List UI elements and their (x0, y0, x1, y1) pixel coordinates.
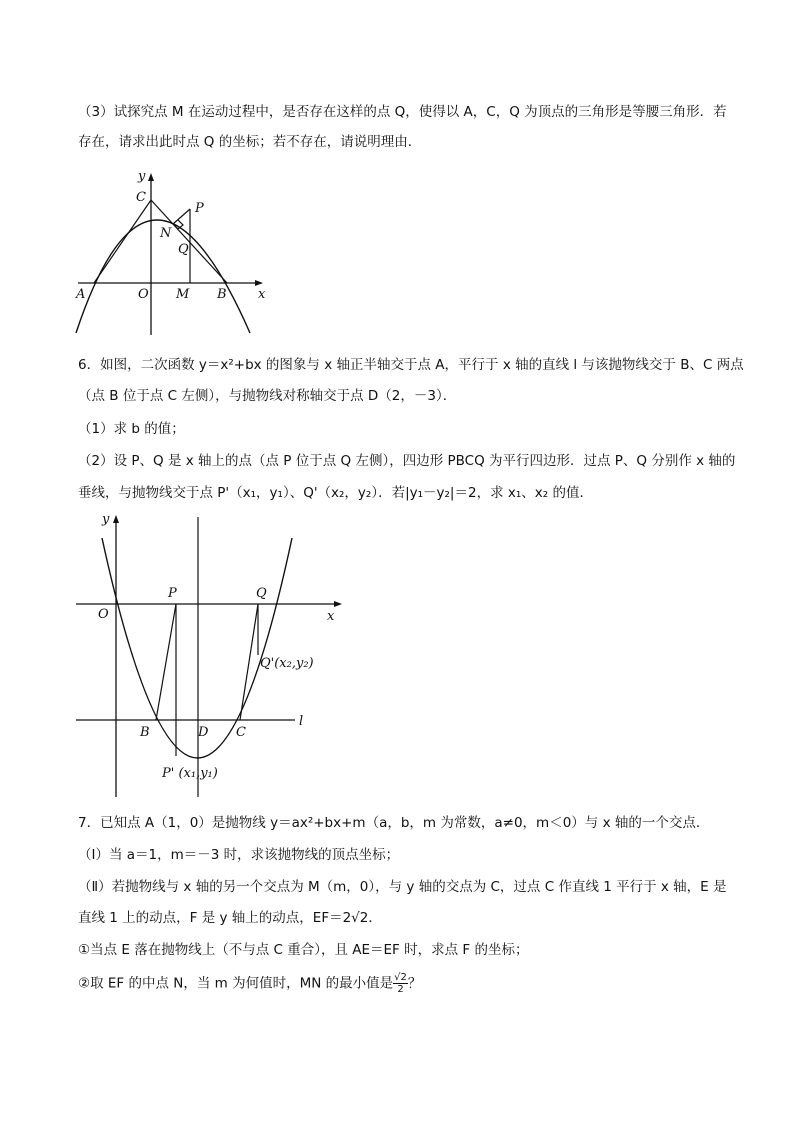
q7-sub1: ①当点 E 落在抛物线上（不与点 C 重合），且 AE＝EF 时，求点 F 的坐标； (78, 942, 529, 958)
fig2-label-o: O (98, 607, 109, 622)
q6-line2: （点 B 位于点 C 左侧），与抛物线对称轴交于点 D（2，－3）． (78, 388, 457, 404)
fig1-label-b: B (217, 287, 227, 302)
figure-1 (70, 165, 280, 340)
fig2-label-q-prime: Q'(x₂,y₂) (260, 656, 314, 671)
fig2-x-arrow (334, 601, 342, 607)
fig1-label-y: y (138, 169, 146, 184)
q5-part3-line2: 存在，请求出此时点 Q 的坐标；若不存在，请说明理由． (78, 134, 422, 150)
fig2-label-p-prime: P' (x₁,y₁) (162, 766, 218, 781)
fig2-label-b: B (140, 725, 150, 740)
q7-sub2-suffix: ？ (407, 975, 422, 992)
q6-part2-line2: 垂线，与抛物线交于点 P'（x₁，y₁）、Q'（x₂，y₂）．若|y₁－y₂|＝2，求 x₁、x₂ 的值． (78, 485, 593, 501)
q7-part2-line2: 直线 1 上的动点，F 是 y 轴上的动点，EF＝2√2． (78, 910, 382, 926)
fig2-label-y: y (102, 512, 110, 527)
figure-2 (70, 505, 360, 800)
fig2-y-arrow (113, 515, 119, 523)
figure-1-svg (70, 165, 280, 340)
fig2-label-l: l (299, 714, 304, 729)
q6-line1: 6．如图，二次函数 y＝x²+bx 的图象与 x 轴正半轴交于点 A，平行于 x 轴的直线 l 与该抛物线交于 B、C 两点 (78, 357, 744, 373)
q6-part2-line1: （2）设 P、Q 是 x 轴上的点（点 P 位于点 Q 左侧），四边形 PBCQ 为平行四边形．过点 P、Q 分别作 x 轴的 (78, 453, 736, 469)
fig1-segment-pn (173, 209, 190, 224)
fig2-label-p: P (168, 586, 177, 601)
fig1-label-q: Q (178, 242, 189, 257)
q7-part1: （Ⅰ）当 a＝1，m＝－3 时，求该抛物线的顶点坐标； (78, 847, 400, 863)
fig2-label-c: C (236, 725, 246, 740)
fig1-label-p: P (195, 201, 204, 216)
fig1-label-x: x (258, 287, 266, 302)
fig2-segment-cq (240, 604, 258, 720)
fig1-y-arrow (148, 173, 154, 181)
figure-2-svg (70, 505, 360, 800)
q7-sub2 (78, 972, 421, 995)
fig1-label-o: O (138, 287, 149, 302)
q7-part2-line1: （Ⅱ）若抛物线与 x 轴的另一个交点为 M（m，0），与 y 轴的交点为 C，过点 C 作直线 1 平行于 x 轴，E 是 (78, 879, 727, 895)
q7-sub2-fraction (393, 972, 408, 995)
fig1-x-arrow (255, 280, 263, 286)
fig1-segment-ac (94, 200, 151, 283)
fig1-label-n: N (160, 226, 172, 241)
fig1-label-m: M (176, 287, 190, 302)
fig2-segment-bp (156, 604, 176, 720)
fig1-segment-cb (151, 200, 227, 283)
fig2-label-q: Q (256, 586, 267, 601)
q7-sub2-fraction-numerator: √2 (394, 972, 407, 983)
q5-part3-line1: （3）试探究点 M 在运动过程中，是否存在这样的点 Q，使得以 A，C，Q 为顶点的三角形是等腰三角形．若 (78, 104, 727, 120)
fig2-label-d: D (198, 725, 209, 740)
fig1-label-c: C (136, 190, 146, 205)
q7-sub2-fraction-denominator: 2 (397, 984, 404, 995)
q6-part1: （1）求 b 的值； (78, 421, 185, 437)
fig1-label-a: A (76, 287, 86, 302)
fig2-label-x: x (327, 609, 335, 624)
q7-line1: 7．已知点 A（1，0）是抛物线 y＝ax²+bx+m（a，b，m 为常数，a≠0，m＜0）与 x 轴的一个交点． (78, 815, 710, 831)
fig2-parabola (102, 538, 292, 758)
q7-sub2-prefix: ②取 EF 的中点 N，当 m 为何值时，MN 的最小值是 (78, 975, 394, 992)
